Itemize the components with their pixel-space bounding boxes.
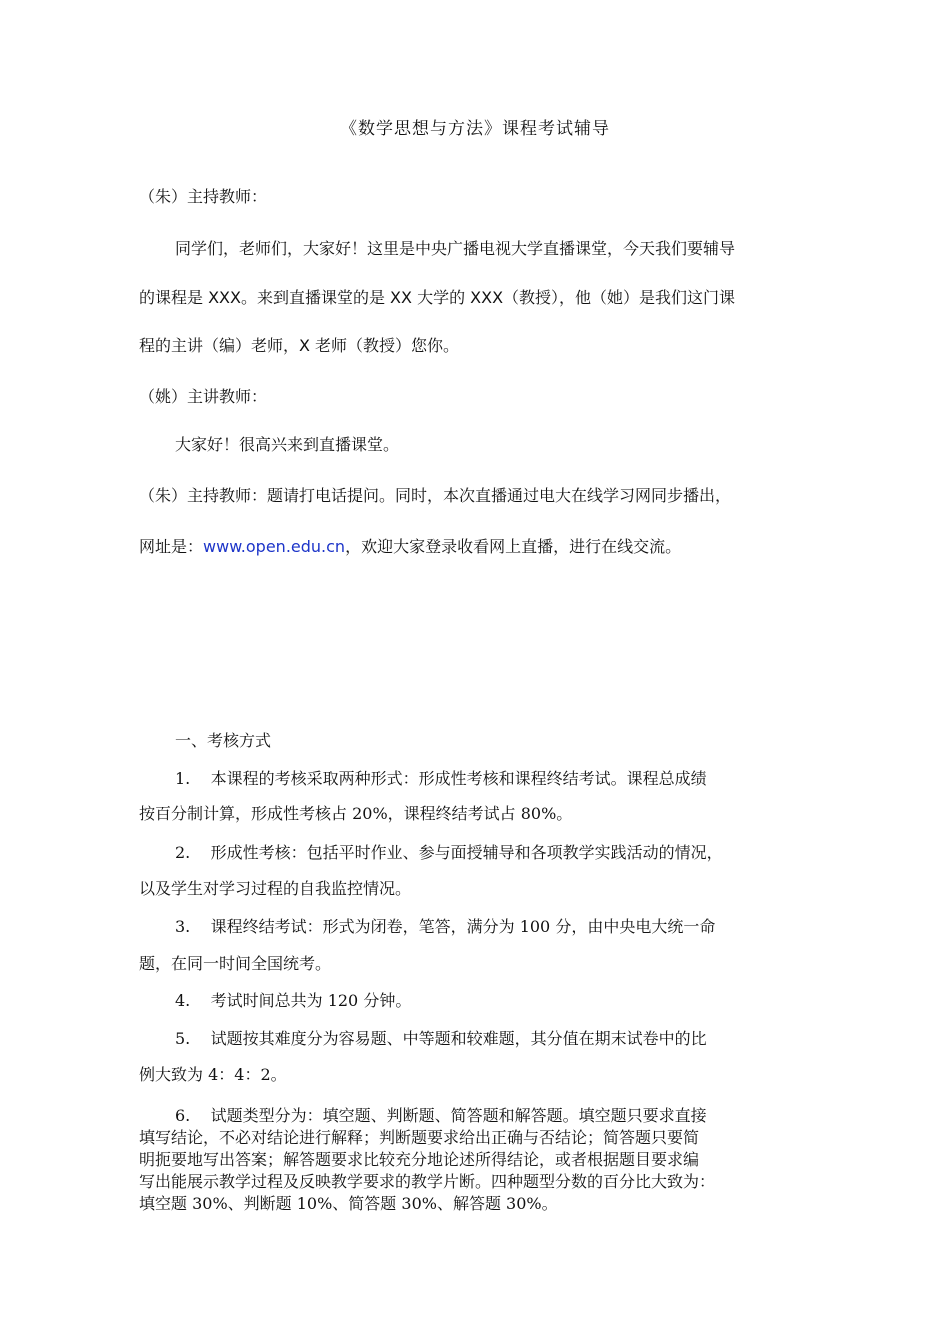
item-1-line-2: 按百分制计算，形成性考核占 20%，课程终结考试占 80%。: [139, 804, 573, 823]
document-title: 《数学思想与方法》课程考试辅导: [340, 119, 610, 139]
item-1-text-1: 本课程的考核采取两种形式：形成性考核和课程终结考试。课程总成绩: [210, 769, 707, 788]
item-6-text-1: 试题类型分为：填空题、判断题、简答题和解答题。填空题只要求直接: [210, 1106, 707, 1125]
item-5-number: 5.: [175, 1029, 191, 1048]
item-6-line-2: 填写结论，不必对结论进行解释；判断题要求给出正确与否结论；简答题只要简: [139, 1128, 700, 1147]
item-3-line-1: [175, 914, 715, 937]
item-5-text-1: 试题按其难度分为容易题、中等题和较难题，其分值在期末试卷中的比: [210, 1029, 707, 1048]
intro-line-3: 程的主讲（编）老师，X 老师（教授）您你。: [139, 336, 460, 355]
intro-line-1: 同学们，老师们，大家好！这里是中央广播电视大学直播课堂，今天我们要辅导: [175, 239, 736, 258]
url-suffix: ，欢迎大家登录收看网上直播，进行在线交流。: [345, 537, 682, 556]
item-4-line-1: [175, 988, 411, 1011]
section-heading: 一、考核方式: [175, 731, 272, 750]
item-6-line-4: 写出能展示教学过程及反映教学要求的教学片断。四种题型分数的百分比大致为：: [139, 1172, 716, 1191]
item-6-line-1: [175, 1103, 707, 1126]
item-1-number: 1.: [175, 769, 191, 788]
item-5-line-1: [175, 1026, 707, 1049]
item-6-number: 6.: [175, 1106, 191, 1125]
item-3-number: 3.: [175, 917, 191, 936]
item-5-line-2: 例大致为 4：4：2。: [139, 1065, 287, 1084]
item-2-line-2: 以及学生对学习过程的自我监控情况。: [139, 879, 412, 898]
speaker-label: （姚）主讲教师：: [139, 387, 268, 406]
intro-line-2: 的课程是 XXX。来到直播课堂的是 XX 大学的 XXX（教授），他（她）是我们这门课: [139, 288, 736, 307]
item-2-text-1: 形成性考核：包括平时作业、参与面授辅导和各项教学实践活动的情况，: [210, 843, 723, 862]
item-2-line-1: [175, 840, 723, 863]
url-line: [139, 534, 681, 557]
item-3-text-1: 课程终结考试：形式为闭卷，笔答，满分为 100 分，由中央电大统一命: [210, 917, 716, 936]
item-4-text-1: 考试时间总共为 120 分钟。: [210, 991, 412, 1010]
host-line-2: （朱）主持教师：题请打电话提问。同时，本次直播通过电大在线学习网同步播出，: [139, 486, 732, 505]
item-4-number: 4.: [175, 991, 191, 1010]
host-label: （朱）主持教师：: [139, 187, 268, 206]
item-6-line-3: 明扼要地写出答案；解答题要求比较充分地论述所得结论，或者根据题目要求编: [139, 1150, 700, 1169]
item-2-number: 2.: [175, 843, 191, 862]
item-3-line-2: 题，在同一时间全国统考。: [139, 954, 332, 973]
greeting-line: 大家好！很高兴来到直播课堂。: [175, 435, 400, 454]
url-prefix: 网址是：: [139, 537, 204, 556]
website-link[interactable]: www.open.edu.cn: [203, 537, 346, 556]
item-1-line-1: [175, 766, 707, 789]
item-6-line-5: 填空题 30%、判断题 10%、简答题 30%、解答题 30%。: [139, 1194, 558, 1213]
